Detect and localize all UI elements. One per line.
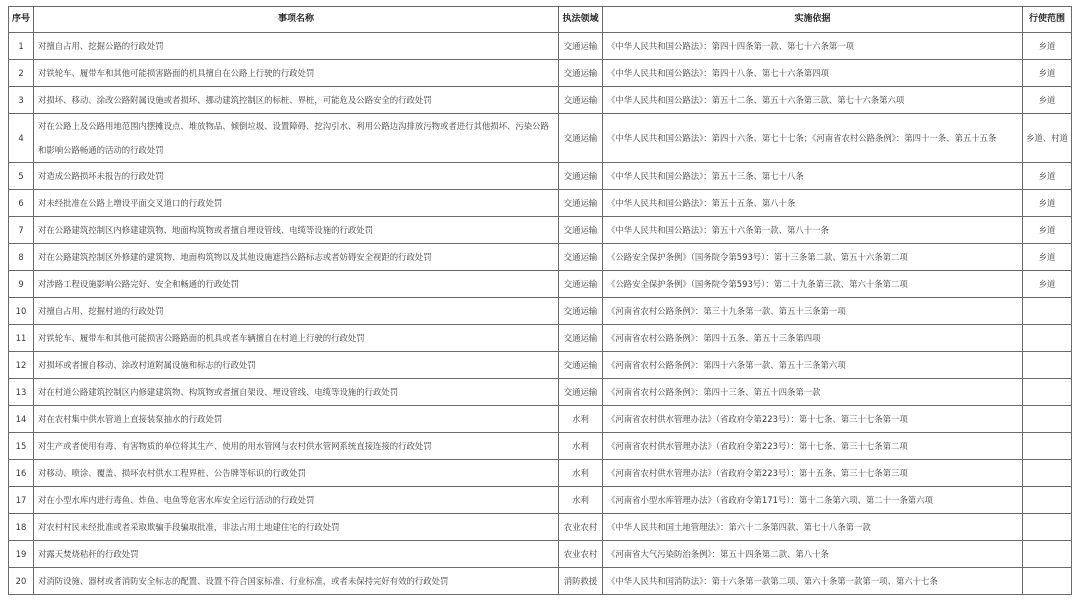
cell-scope: 乡道 [1023,33,1072,60]
cell-domain: 农业农村 [559,514,603,541]
cell-item-name: 对擅自占用、挖掘公路的行政处罚 [34,33,559,60]
cell-scope [1023,379,1072,406]
cell-seq: 19 [9,541,34,568]
cell-seq: 17 [9,487,34,514]
header-seq: 序号 [9,7,34,33]
cell-seq: 18 [9,514,34,541]
cell-item-name: 对移动、喷涂、覆盖、损坏农村供水工程界桩、公告牌等标识的行政处罚 [34,460,559,487]
table-row [9,217,1072,244]
cell-seq: 11 [9,325,34,352]
cell-item-name: 对在公路建筑控制区外修建的建筑物、地面构筑物以及其他设施遮挡公路标志或者妨碍安全视距的行政处罚 [34,244,559,271]
cell-scope: 乡道 [1023,271,1072,298]
cell-domain: 交通运输 [559,352,603,379]
table-row [9,33,1072,60]
cell-item-name: 对损坏、移动、涂改公路附属设施或者损坏、挪动建筑控制区的标桩、界桩，可能危及公路安全的行政处罚 [34,87,559,114]
cell-scope [1023,514,1072,541]
cell-scope: 乡道、村道 [1023,114,1072,163]
cell-basis: 《中华人民共和国消防法》：第十六条第一款第二项、第六十条第一款第一项、第六十七条 [603,568,1023,595]
cell-scope: 乡道 [1023,60,1072,87]
cell-basis: 《公路安全保护条例》（国务院令第593号）：第十三条第二款、第五十六条第二项 [603,244,1023,271]
cell-seq: 6 [9,190,34,217]
cell-basis: 《河南省农村供水管理办法》（省政府令第223号）：第十七条、第三十七条第二项 [603,433,1023,460]
cell-scope: 乡道 [1023,163,1072,190]
cell-seq: 8 [9,244,34,271]
cell-basis: 《河南省小型水库管理办法》（省政府令第171号）：第十二条第六项、第二十一条第六项 [603,487,1023,514]
table-row [9,352,1072,379]
cell-domain: 交通运输 [559,60,603,87]
cell-scope [1023,460,1072,487]
cell-item-name: 对在公路建筑控制区内修建建筑物、地面构筑物或者擅自埋设管线、电缆等设施的行政处罚 [34,217,559,244]
header-legal-basis: 实施依据 [603,7,1023,33]
cell-basis: 《公路安全保护条例》（国务院令第593号）：第二十九条第三款、第六十条第二项 [603,271,1023,298]
cell-domain: 水利 [559,460,603,487]
table-row [9,379,1072,406]
table-row [9,514,1072,541]
cell-basis: 《中华人民共和国公路法》：第五十六条第一款、第八十一条 [603,217,1023,244]
cell-seq: 1 [9,33,34,60]
cell-seq: 4 [9,114,34,163]
cell-item-name: 对露天焚烧秸秆的行政处罚 [34,541,559,568]
cell-item-name: 对在农村集中供水管道上直接装泵抽水的行政处罚 [34,406,559,433]
table-row [9,568,1072,595]
cell-domain: 交通运输 [559,190,603,217]
cell-scope [1023,406,1072,433]
cell-item-name: 对擅自占用、挖掘村道的行政处罚 [34,298,559,325]
table-row [9,541,1072,568]
table-row [9,406,1072,433]
cell-seq: 9 [9,271,34,298]
cell-basis: 《中华人民共和国公路法》：第五十二条、第五十六条第三款、第七十六条第六项 [603,87,1023,114]
cell-item-name: 对在村道公路建筑控制区内修建建筑物、构筑物或者擅自架设、埋设管线、电缆等设施的行政处罚 [34,379,559,406]
table-row [9,487,1072,514]
cell-scope [1023,325,1072,352]
cell-basis: 《河南省农村公路条例》：第四十三条、第五十四条第一款 [603,379,1023,406]
cell-scope [1023,298,1072,325]
cell-domain: 交通运输 [559,33,603,60]
cell-scope [1023,433,1072,460]
cell-item-name: 对损坏或者擅自移动、涂改村道附属设施和标志的行政处罚 [34,352,559,379]
cell-seq: 10 [9,298,34,325]
cell-domain: 交通运输 [559,298,603,325]
table-row [9,298,1072,325]
cell-basis: 《河南省大气污染防治条例》：第五十四条第二款、第八十条 [603,541,1023,568]
table-row [9,60,1072,87]
cell-scope [1023,568,1072,595]
table-row [9,163,1072,190]
table-row [9,87,1072,114]
cell-seq: 12 [9,352,34,379]
table-row [9,114,1072,163]
header-scope: 行使范围 [1023,7,1072,33]
cell-scope: 乡道 [1023,217,1072,244]
table-row [9,325,1072,352]
cell-scope [1023,487,1072,514]
cell-basis: 《河南省农村供水管理办法》（省政府令第223号）：第十五条、第三十七条第三项 [603,460,1023,487]
cell-scope [1023,541,1072,568]
enforcement-items-table [8,6,1072,595]
cell-basis: 《河南省农村公路条例》：第三十九条第一款、第五十三条第一项 [603,298,1023,325]
cell-basis: 《河南省农村公路条例》：第四十五条、第五十三条第四项 [603,325,1023,352]
cell-seq: 20 [9,568,34,595]
cell-domain: 消防救援 [559,568,603,595]
cell-item-name: 对铁轮车、履带车和其他可能损害公路路面的机具或者车辆擅自在村道上行驶的行政处罚 [34,325,559,352]
cell-item-name: 对农村村民未经批准或者采取欺骗手段骗取批准，非法占用土地建住宅的行政处罚 [34,514,559,541]
cell-basis: 《中华人民共和国公路法》：第四十六条、第七十七条；《河南省农村公路条例》：第四十一条、第五十五条 [603,114,1023,163]
cell-basis: 《中华人民共和国公路法》：第五十五条、第八十条 [603,190,1023,217]
table-header-row [9,7,1072,33]
cell-domain: 交通运输 [559,87,603,114]
cell-domain: 水利 [559,433,603,460]
cell-domain: 交通运输 [559,244,603,271]
cell-seq: 13 [9,379,34,406]
cell-item-name: 对造成公路损坏未报告的行政处罚 [34,163,559,190]
cell-seq: 14 [9,406,34,433]
cell-seq: 15 [9,433,34,460]
cell-scope: 乡道 [1023,244,1072,271]
table-row [9,460,1072,487]
cell-item-name: 对在公路上及公路用地范围内摆摊设点、堆放物品、倾倒垃圾、设置障碍、挖沟引水、利用公路边沟排放污物或者进行其他损坏、污染公路和影响公路畅通的活动的行政处罚 [34,114,559,163]
enforcement-items-table-container [8,6,1071,595]
cell-seq: 2 [9,60,34,87]
cell-domain: 水利 [559,487,603,514]
cell-basis: 《河南省农村公路条例》：第四十六条第一款、第五十三条第六项 [603,352,1023,379]
cell-item-name: 对在小型水库内进行毒鱼、炸鱼、电鱼等危害水库安全运行活动的行政处罚 [34,487,559,514]
cell-item-name: 对铁轮车、履带车和其他可能损害路面的机具擅自在公路上行驶的行政处罚 [34,60,559,87]
cell-basis: 《中华人民共和国公路法》：第五十三条、第七十八条 [603,163,1023,190]
table-row [9,244,1072,271]
table-row [9,433,1072,460]
cell-basis: 《中华人民共和国公路法》：第四十八条、第七十六条第四项 [603,60,1023,87]
header-enforcement-domain: 执法领域 [559,7,603,33]
cell-domain: 交通运输 [559,114,603,163]
cell-seq: 3 [9,87,34,114]
cell-scope [1023,352,1072,379]
cell-basis: 《中华人民共和国公路法》：第四十四条第一款、第七十六条第一项 [603,33,1023,60]
cell-item-name: 对生产或者使用有毒、有害物质的单位将其生产、使用的用水管网与农村供水管网系统直接连接的行政处罚 [34,433,559,460]
cell-item-name: 对涉路工程设施影响公路完好、安全和畅通的行政处罚 [34,271,559,298]
cell-domain: 农业农村 [559,541,603,568]
cell-seq: 5 [9,163,34,190]
table-row [9,271,1072,298]
cell-scope: 乡道 [1023,87,1072,114]
header-item-name: 事项名称 [34,7,559,33]
cell-seq: 7 [9,217,34,244]
table-row [9,190,1072,217]
cell-basis: 《河南省农村供水管理办法》（省政府令第223号）：第十七条、第三十七条第一项 [603,406,1023,433]
cell-domain: 交通运输 [559,379,603,406]
cell-domain: 交通运输 [559,325,603,352]
cell-scope: 乡道 [1023,190,1072,217]
cell-item-name: 对未经批准在公路上增设平面交叉道口的行政处罚 [34,190,559,217]
cell-basis: 《中华人民共和国土地管理法》：第六十二条第四款、第七十八条第一款 [603,514,1023,541]
cell-domain: 交通运输 [559,163,603,190]
cell-domain: 交通运输 [559,271,603,298]
cell-domain: 水利 [559,406,603,433]
cell-seq: 16 [9,460,34,487]
cell-domain: 交通运输 [559,217,603,244]
cell-item-name: 对消防设施、器材或者消防安全标志的配置、设置不符合国家标准、行业标准，或者未保持完好有效的行政处罚 [34,568,559,595]
